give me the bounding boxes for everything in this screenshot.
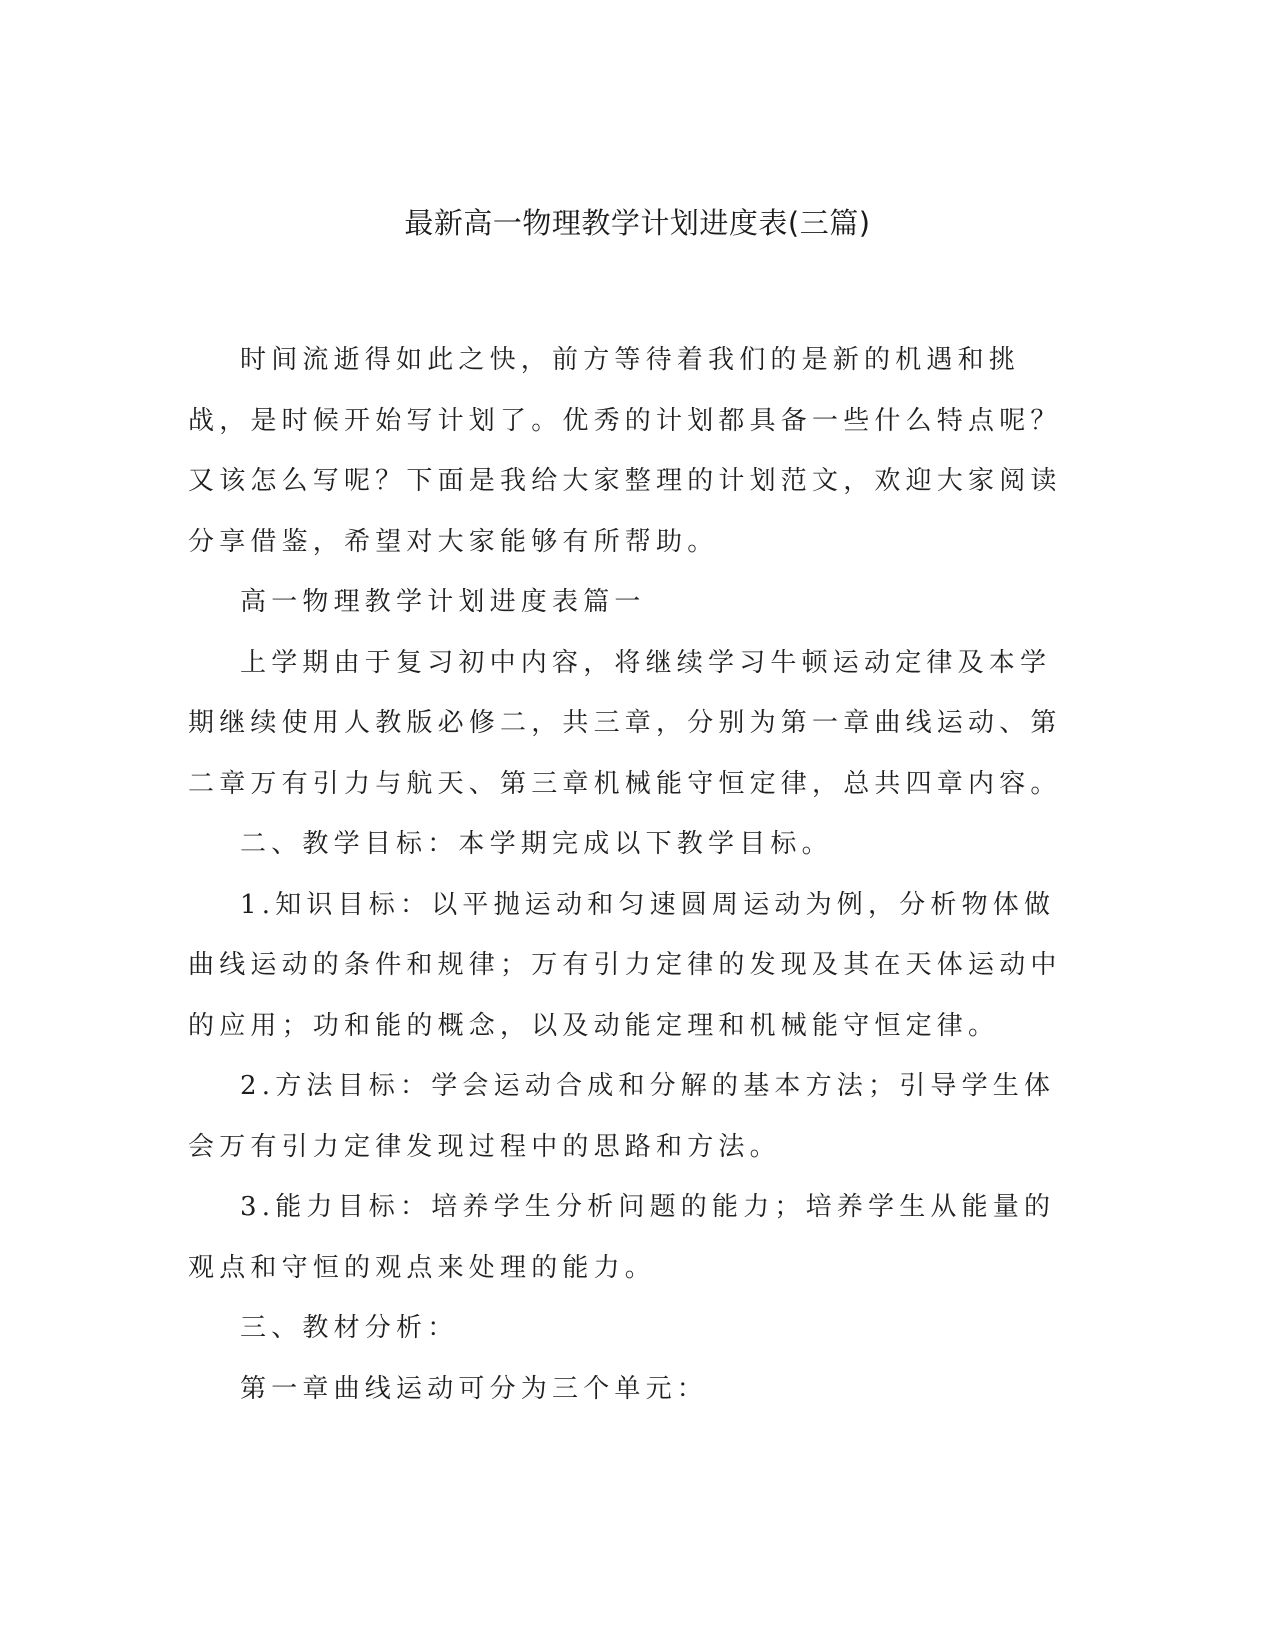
document-body [188, 330, 1078, 1419]
paragraph-chapter-one: 第一章曲线运动可分为三个单元： [240, 1373, 709, 1404]
paragraph-intro: 时间流逝得如此之快，前方等待着我们的是新的机遇和挑战，是时候开始写计划了。优秀的计划都具备一些什么特点呢？又该怎么写呢？下面是我给大家整理的计划范文，欢迎大家阅读分享借鉴，希望对大家能够有所帮助。 [188, 345, 1062, 557]
paragraph-method-goal: 2.方法目标：学会运动合成和分解的基本方法；引导学生体会万有引力定律发现过程中的思路和方法。 [188, 1071, 1056, 1162]
document-title: 最新高一物理教学计划进度表(三篇) [404, 206, 871, 240]
paragraph-goals-heading: 二、教学目标：本学期完成以下教学目标。 [240, 829, 833, 859]
paragraph-ability-goal: 3.能力目标：培养学生分析问题的能力；培养学生从能量的观点和守恒的观点来处理的能力。 [188, 1192, 1056, 1283]
paragraph-textbook-heading: 三、教材分析： [240, 1313, 459, 1343]
paragraph-overview: 上学期由于复习初中内容，将继续学习牛顿运动定律及本学期继续使用人教版必修二，共三章，分别为第一章曲线运动、第二章万有引力与航天、第三章机械能守恒定律，总共四章内容。 [188, 647, 1062, 799]
paragraph-section-heading: 高一物理教学计划进度表篇一 [240, 587, 646, 617]
paragraph-knowledge-goal: 1.知识目标：以平抛运动和匀速圆周运动为例，分析物体做曲线运动的条件和规律；万有引力定律的发现及其在天体运动中的应用；功和能的概念，以及动能定理和机械能守恒定律。 [188, 889, 1062, 1041]
